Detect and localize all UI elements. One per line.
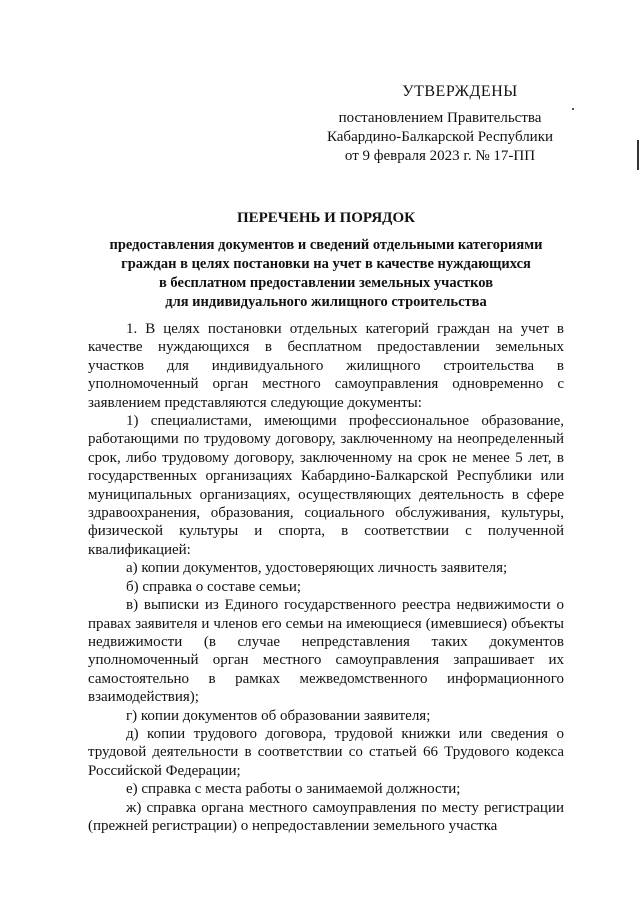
document-title: ПЕРЕЧЕНЬ И ПОРЯДОК [236,210,416,226]
paragraph-item-zh: ж) справка органа местного самоуправления по месту регистрации (прежней регистрации) о непредоставлении земельного участка [88,799,564,834]
paragraph-item-g: г) копии документов об образовании заявителя; [126,707,431,724]
approval-heading: УТВЕРЖДЕНЫ [402,83,518,100]
subtitle-line-4: для индивидуального жилищного строительства [165,294,487,310]
approval-block [320,82,560,166]
paragraph-item-v: в) выписки из Единого государственного реестра недвижимости о правах заявителя и членов его семьи на имеющиеся (имевшиеся) объекты недвижимости (в случае непредставления таких документов уполномоченный орган местного самоуправления запрашивает их самостоятельно в рамках межведомственного информационного взаимодействия); [88,597,564,706]
paragraph-1: 1. В целях постановки отдельных категорий граждан на учет в качестве нуждающихся в бесплатном предоставлении земельных участков для индивидуального жилищного строительства в уполномоченный орган местного самоуправления одновременно с заявлением представляются следующие документы: [88,321,564,411]
document-body [88,320,564,835]
scan-edge-mark [637,140,639,170]
document-subtitle [88,236,564,312]
paragraph-item-1: 1) специалистами, имеющими профессиональное образование, работающими по трудовому договору, заключенному на неопределенный срок, либо трудовому договору, заключенному на срок не менее 5 лет, в государственных организациях Кабардино-Балкарской Республики или муниципальных организациях, осуществляющих деятельность в сфере здравоохранения, образования, социального обслуживания, культуры, физической культуры и спорта, в соответствии с полученной квалификацией: [88,413,564,558]
approval-line-1: постановлением Правительства [338,110,542,126]
approval-line-2: Кабардино-Балкарской Республики [326,129,554,145]
approval-line-3: от 9 февраля 2023 г. № 17-ПП [344,148,536,164]
paragraph-item-a: а) копии документов, удостоверяющих личность заявителя; [126,560,508,577]
subtitle-line-3: в бесплатном предоставлении земельных участков [158,275,494,291]
subtitle-line-1: предоставления документов и сведений отдельными категориями [109,237,543,253]
scan-artifact-dot [572,108,574,110]
subtitle-line-2: граждан в целях постановки на учет в качестве нуждающихся [121,256,531,272]
paragraph-item-d: д) копии трудового договора, трудовой книжки или сведения о трудовой деятельности в соответствии со статьей 66 Трудового кодекса Российской Федерации; [88,725,564,779]
paragraph-item-e: е) справка с места работы о занимаемой должности; [126,781,461,798]
paragraph-item-b: б) справка о составе семьи; [126,578,302,595]
